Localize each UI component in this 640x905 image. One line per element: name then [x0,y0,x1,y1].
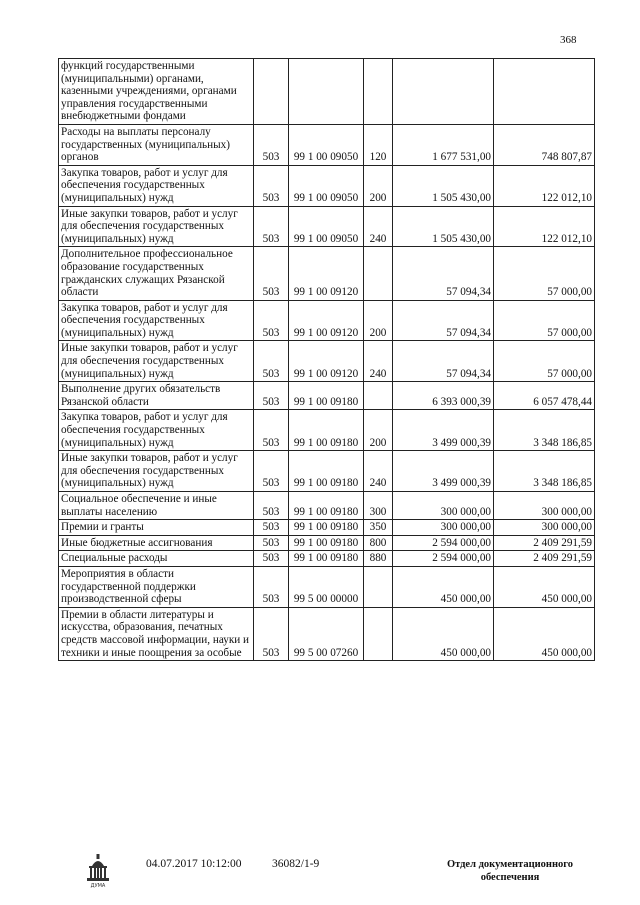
row-value-2-cell [494,59,595,125]
row-code-cell: 99 1 00 09050 [289,165,364,206]
row-value-2-cell: 122 012,10 [494,206,595,247]
row-value-1-cell: 57 094,34 [393,300,494,341]
row-value-1-cell: 3 499 000,39 [393,451,494,492]
row-value-2-cell: 748 807,87 [494,124,595,165]
row-name-cell: Иные закупки товаров, работ и услуг для обеспечения государственных (муниципальных) нужд [59,206,254,247]
row-name-cell: Расходы на выплаты персоналу государственных (муниципальных) органов [59,124,254,165]
row-type-cell: 880 [364,551,393,567]
row-value-2-cell: 122 012,10 [494,165,595,206]
table-row [59,382,595,410]
row-section-cell: 503 [254,607,289,660]
row-value-2-cell: 57 000,00 [494,300,595,341]
row-name-cell: Дополнительное профессиональное образование государственных гражданских служащих Рязанской области [59,247,254,300]
row-section-cell: 503 [254,124,289,165]
row-type-cell: 240 [364,341,393,382]
row-section-cell: 503 [254,492,289,520]
row-type-cell: 350 [364,520,393,536]
budget-table-body [59,59,595,661]
table-row [59,165,595,206]
row-type-cell: 240 [364,206,393,247]
row-type-cell [364,59,393,125]
row-type-cell [364,382,393,410]
row-value-1-cell: 300 000,00 [393,520,494,536]
row-value-2-cell: 3 348 186,85 [494,451,595,492]
row-code-cell: 99 5 00 00000 [289,566,364,607]
table-row [59,410,595,451]
row-type-cell [364,247,393,300]
row-section-cell: 503 [254,551,289,567]
row-type-cell: 240 [364,451,393,492]
row-section-cell: 503 [254,165,289,206]
row-value-1-cell: 1 505 430,00 [393,165,494,206]
row-code-cell: 99 1 00 09180 [289,520,364,536]
row-value-2-cell: 2 409 291,59 [494,551,595,567]
row-value-2-cell: 300 000,00 [494,520,595,536]
row-value-1-cell: 1 677 531,00 [393,124,494,165]
row-type-cell: 200 [364,300,393,341]
row-code-cell: 99 1 00 09180 [289,410,364,451]
table-row [59,566,595,607]
row-section-cell [254,59,289,125]
row-code-cell: 99 1 00 09120 [289,341,364,382]
row-name-cell: Выполнение других обязательств Рязанской области [59,382,254,410]
table-row [59,206,595,247]
budget-table [58,58,595,661]
row-name-cell: Специальные расходы [59,551,254,567]
row-name-cell: функций государственными (муниципальными) органами, казенными учреждениями, органами управления государственными внебюджетными фондами [59,59,254,125]
row-code-cell: 99 1 00 09120 [289,300,364,341]
row-name-cell: Социальное обеспечение и иные выплаты населению [59,492,254,520]
row-section-cell: 503 [254,566,289,607]
row-name-cell: Иные закупки товаров, работ и услуг для обеспечения государственных (муниципальных) нужд [59,451,254,492]
table-row [59,451,595,492]
row-value-1-cell: 1 505 430,00 [393,206,494,247]
row-value-1-cell: 57 094,34 [393,341,494,382]
row-value-2-cell: 57 000,00 [494,341,595,382]
row-value-2-cell: 3 348 186,85 [494,410,595,451]
row-code-cell: 99 1 00 09120 [289,247,364,300]
footer-department-line2: обеспечения [480,872,540,883]
row-type-cell: 200 [364,410,393,451]
table-row [59,520,595,536]
row-value-2-cell: 300 000,00 [494,492,595,520]
row-value-2-cell: 450 000,00 [494,566,595,607]
table-row [59,607,595,660]
row-section-cell: 503 [254,247,289,300]
row-type-cell: 800 [364,535,393,551]
row-code-cell: 99 5 00 07260 [289,607,364,660]
row-value-1-cell: 300 000,00 [393,492,494,520]
row-section-cell: 503 [254,451,289,492]
row-section-cell: 503 [254,535,289,551]
row-name-cell: Закупка товаров, работ и услуг для обеспечения государственных (муниципальных) нужд [59,300,254,341]
row-name-cell: Закупка товаров, работ и услуг для обеспечения государственных (муниципальных) нужд [59,165,254,206]
row-value-2-cell: 2 409 291,59 [494,535,595,551]
footer-department [430,858,590,884]
row-value-1-cell: 3 499 000,39 [393,410,494,451]
row-value-2-cell: 57 000,00 [494,247,595,300]
page-number: 368 [560,34,577,46]
row-code-cell: 99 1 00 09050 [289,124,364,165]
row-value-1-cell: 450 000,00 [393,607,494,660]
row-value-1-cell: 450 000,00 [393,566,494,607]
table-row [59,341,595,382]
row-value-1-cell: 2 594 000,00 [393,551,494,567]
table-row [59,59,595,125]
table-row [59,124,595,165]
row-code-cell: 99 1 00 09050 [289,206,364,247]
row-value-2-cell: 450 000,00 [494,607,595,660]
row-name-cell: Закупка товаров, работ и услуг для обеспечения государственных (муниципальных) нужд [59,410,254,451]
row-name-cell: Премии в области литературы и искусства, образования, печатных средств массовой информации, науки и техники и иные поощрения за особые [59,607,254,660]
row-code-cell: 99 1 00 09180 [289,535,364,551]
row-code-cell: 99 1 00 09180 [289,451,364,492]
footer-department-line1: Отдел документационного [446,859,574,870]
table-row [59,492,595,520]
row-section-cell: 503 [254,341,289,382]
table-row [59,300,595,341]
row-type-cell: 200 [364,165,393,206]
table-row [59,247,595,300]
row-name-cell: Мероприятия в области государственной поддержки производственной сферы [59,566,254,607]
row-code-cell: 99 1 00 09180 [289,382,364,410]
duma-building-icon [86,854,110,888]
row-value-1-cell: 6 393 000,39 [393,382,494,410]
svg-text:ДУМА: ДУМА [90,883,106,888]
row-value-1-cell: 2 594 000,00 [393,535,494,551]
footer-doc-number: 36082/1-9 [272,858,320,870]
table-row [59,535,595,551]
row-section-cell: 503 [254,520,289,536]
footer-date: 04.07.2017 10:12:00 [146,858,242,870]
row-type-cell [364,566,393,607]
row-value-1-cell: 57 094,34 [393,247,494,300]
row-section-cell: 503 [254,410,289,451]
row-name-cell: Премии и гранты [59,520,254,536]
row-section-cell: 503 [254,382,289,410]
row-name-cell: Иные бюджетные ассигнования [59,535,254,551]
row-code-cell: 99 1 00 09180 [289,551,364,567]
row-value-2-cell: 6 057 478,44 [494,382,595,410]
row-section-cell: 503 [254,300,289,341]
row-value-1-cell [393,59,494,125]
row-name-cell: Иные закупки товаров, работ и услуг для обеспечения государственных (муниципальных) нужд [59,341,254,382]
page-footer [0,848,640,898]
row-type-cell: 300 [364,492,393,520]
row-type-cell [364,607,393,660]
row-type-cell: 120 [364,124,393,165]
table-row [59,551,595,567]
row-code-cell [289,59,364,125]
row-code-cell: 99 1 00 09180 [289,492,364,520]
row-section-cell: 503 [254,206,289,247]
